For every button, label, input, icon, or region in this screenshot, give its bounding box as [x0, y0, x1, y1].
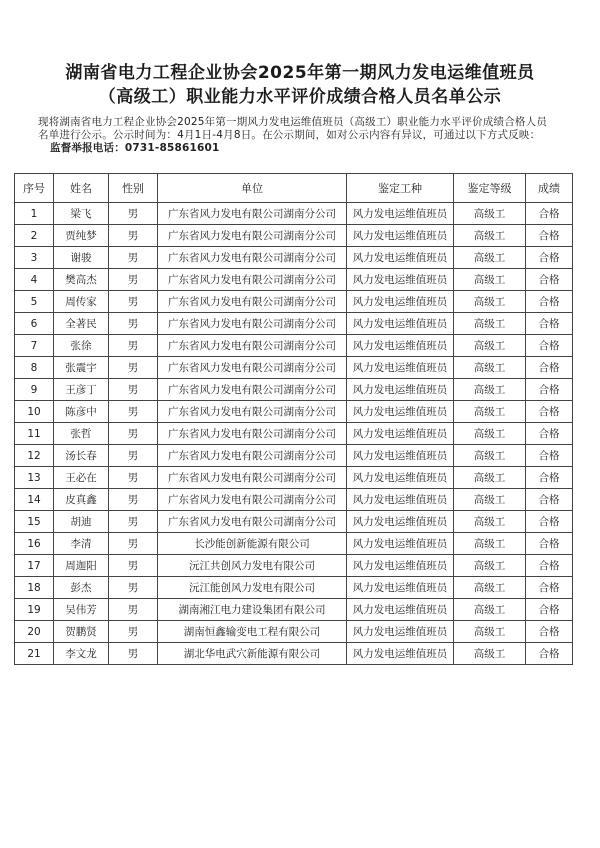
cell-result: 合格 — [526, 511, 573, 533]
cell-index: 4 — [15, 269, 54, 291]
document-title-line1: 湖南省电力工程企业协会2025年第一期风力发电运维值班员 — [65, 63, 535, 83]
cell-index: 3 — [15, 247, 54, 269]
cell-job-type: 风力发电运维值班员 — [347, 225, 454, 247]
cell-job-type: 风力发电运维值班员 — [347, 511, 454, 533]
cell-level: 高级工 — [454, 379, 526, 401]
cell-employer: 广东省风力发电有限公司湖南分公司 — [158, 357, 347, 379]
table-body — [15, 203, 573, 665]
cell-employer: 湖南恒鑫输变电工程有限公司 — [158, 621, 347, 643]
table-row — [15, 423, 573, 445]
cell-gender: 男 — [109, 203, 158, 225]
cell-level: 高级工 — [454, 599, 526, 621]
cell-result: 合格 — [526, 555, 573, 577]
cell-level: 高级工 — [454, 335, 526, 357]
cell-gender: 男 — [109, 379, 158, 401]
cell-employer: 湖南湘江电力建设集团有限公司 — [158, 599, 347, 621]
cell-employer: 沅江能创风力发电有限公司 — [158, 577, 347, 599]
cell-employer: 广东省风力发电有限公司湖南分公司 — [158, 247, 347, 269]
cell-level: 高级工 — [454, 401, 526, 423]
cell-employer: 广东省风力发电有限公司湖南分公司 — [158, 291, 347, 313]
cell-employer: 广东省风力发电有限公司湖南分公司 — [158, 313, 347, 335]
table-row — [15, 621, 573, 643]
cell-gender: 男 — [109, 511, 158, 533]
cell-index: 2 — [15, 225, 54, 247]
cell-gender: 男 — [109, 445, 158, 467]
cell-result: 合格 — [526, 423, 573, 445]
cell-result: 合格 — [526, 203, 573, 225]
cell-name: 樊高杰 — [54, 269, 109, 291]
cell-name: 胡迪 — [54, 511, 109, 533]
table-row — [15, 445, 573, 467]
header-employer: 单位 — [158, 174, 347, 203]
cell-result: 合格 — [526, 335, 573, 357]
cell-name: 周传家 — [54, 291, 109, 313]
cell-employer: 广东省风力发电有限公司湖南分公司 — [158, 423, 347, 445]
table-row — [15, 247, 573, 269]
cell-level: 高级工 — [454, 511, 526, 533]
cell-name: 周迦阳 — [54, 555, 109, 577]
cell-name: 张哲 — [54, 423, 109, 445]
cell-gender: 男 — [109, 291, 158, 313]
table-row — [15, 291, 573, 313]
cell-gender: 男 — [109, 467, 158, 489]
cell-employer: 广东省风力发电有限公司湖南分公司 — [158, 489, 347, 511]
table-row — [15, 335, 573, 357]
cell-name: 彭杰 — [54, 577, 109, 599]
cell-index: 9 — [15, 379, 54, 401]
cell-name: 王彦丁 — [54, 379, 109, 401]
cell-name: 张徐 — [54, 335, 109, 357]
cell-index: 17 — [15, 555, 54, 577]
cell-job-type: 风力发电运维值班员 — [347, 379, 454, 401]
table-header-row — [15, 174, 573, 203]
cell-gender: 男 — [109, 555, 158, 577]
table-row — [15, 599, 573, 621]
cell-employer: 广东省风力发电有限公司湖南分公司 — [158, 269, 347, 291]
cell-employer: 广东省风力发电有限公司湖南分公司 — [158, 379, 347, 401]
cell-level: 高级工 — [454, 225, 526, 247]
cell-gender: 男 — [109, 577, 158, 599]
cell-index: 6 — [15, 313, 54, 335]
cell-level: 高级工 — [454, 621, 526, 643]
cell-gender: 男 — [109, 335, 158, 357]
cell-job-type: 风力发电运维值班员 — [347, 445, 454, 467]
cell-index: 16 — [15, 533, 54, 555]
cell-index: 5 — [15, 291, 54, 313]
cell-result: 合格 — [526, 643, 573, 665]
cell-result: 合格 — [526, 379, 573, 401]
table-row — [15, 577, 573, 599]
cell-name: 吴伟芳 — [54, 599, 109, 621]
cell-result: 合格 — [526, 357, 573, 379]
cell-gender: 男 — [109, 401, 158, 423]
cell-name: 贾纯梦 — [54, 225, 109, 247]
cell-name: 汤长春 — [54, 445, 109, 467]
cell-result: 合格 — [526, 225, 573, 247]
cell-name: 谢骏 — [54, 247, 109, 269]
cell-gender: 男 — [109, 621, 158, 643]
table-row — [15, 533, 573, 555]
cell-level: 高级工 — [454, 247, 526, 269]
cell-job-type: 风力发电运维值班员 — [347, 643, 454, 665]
cell-index: 8 — [15, 357, 54, 379]
cell-employer: 广东省风力发电有限公司湖南分公司 — [158, 511, 347, 533]
cell-employer: 沅江共创风力发电有限公司 — [158, 555, 347, 577]
cell-result: 合格 — [526, 313, 573, 335]
cell-gender: 男 — [109, 269, 158, 291]
table-row — [15, 511, 573, 533]
cell-result: 合格 — [526, 467, 573, 489]
header-gender: 性别 — [109, 174, 158, 203]
cell-gender: 男 — [109, 357, 158, 379]
cell-index: 21 — [15, 643, 54, 665]
table-row — [15, 225, 573, 247]
table-row — [15, 203, 573, 225]
cell-job-type: 风力发电运维值班员 — [347, 621, 454, 643]
cell-index: 20 — [15, 621, 54, 643]
cell-job-type: 风力发电运维值班员 — [347, 599, 454, 621]
table-row — [15, 643, 573, 665]
qualified-personnel-table — [14, 173, 573, 665]
cell-result: 合格 — [526, 401, 573, 423]
cell-result: 合格 — [526, 445, 573, 467]
cell-level: 高级工 — [454, 555, 526, 577]
table-row — [15, 401, 573, 423]
cell-name: 梁飞 — [54, 203, 109, 225]
cell-job-type: 风力发电运维值班员 — [347, 467, 454, 489]
cell-level: 高级工 — [454, 489, 526, 511]
table-row — [15, 357, 573, 379]
cell-result: 合格 — [526, 247, 573, 269]
cell-job-type: 风力发电运维值班员 — [347, 269, 454, 291]
cell-gender: 男 — [109, 643, 158, 665]
header-result: 成绩 — [526, 174, 573, 203]
cell-level: 高级工 — [454, 203, 526, 225]
header-level: 鉴定等级 — [454, 174, 526, 203]
cell-gender: 男 — [109, 533, 158, 555]
cell-index: 19 — [15, 599, 54, 621]
cell-job-type: 风力发电运维值班员 — [347, 357, 454, 379]
cell-gender: 男 — [109, 313, 158, 335]
document-title-line2: （高级工）职业能力水平评价成绩合格人员名单公示 — [98, 87, 502, 107]
cell-employer: 湖北华电武穴新能源有限公司 — [158, 643, 347, 665]
cell-employer: 广东省风力发电有限公司湖南分公司 — [158, 335, 347, 357]
cell-level: 高级工 — [454, 313, 526, 335]
cell-gender: 男 — [109, 423, 158, 445]
complaint-phone: 监督举报电话：0731-85861601 — [50, 142, 220, 154]
cell-gender: 男 — [109, 489, 158, 511]
cell-index: 15 — [15, 511, 54, 533]
cell-index: 13 — [15, 467, 54, 489]
cell-employer: 广东省风力发电有限公司湖南分公司 — [158, 203, 347, 225]
cell-job-type: 风力发电运维值班员 — [347, 533, 454, 555]
cell-level: 高级工 — [454, 269, 526, 291]
cell-level: 高级工 — [454, 445, 526, 467]
cell-level: 高级工 — [454, 423, 526, 445]
table-row — [15, 269, 573, 291]
cell-employer: 广东省风力发电有限公司湖南分公司 — [158, 225, 347, 247]
cell-index: 1 — [15, 203, 54, 225]
cell-level: 高级工 — [454, 533, 526, 555]
cell-job-type: 风力发电运维值班员 — [347, 203, 454, 225]
table-row — [15, 313, 573, 335]
cell-employer: 广东省风力发电有限公司湖南分公司 — [158, 401, 347, 423]
cell-result: 合格 — [526, 599, 573, 621]
cell-index: 12 — [15, 445, 54, 467]
cell-job-type: 风力发电运维值班员 — [347, 291, 454, 313]
cell-result: 合格 — [526, 269, 573, 291]
table-row — [15, 555, 573, 577]
header-index: 序号 — [15, 174, 54, 203]
intro-line1: 现将湖南省电力工程企业协会2025年第一期风力发电运维值班员（高级工）职业能力水平评价成绩合格人员 — [38, 116, 548, 128]
cell-name: 全著民 — [54, 313, 109, 335]
cell-index: 11 — [15, 423, 54, 445]
cell-result: 合格 — [526, 533, 573, 555]
cell-employer: 广东省风力发电有限公司湖南分公司 — [158, 445, 347, 467]
cell-job-type: 风力发电运维值班员 — [347, 577, 454, 599]
cell-index: 7 — [15, 335, 54, 357]
intro-paragraph — [38, 116, 568, 155]
table-row — [15, 379, 573, 401]
cell-level: 高级工 — [454, 291, 526, 313]
cell-name: 陈彦中 — [54, 401, 109, 423]
header-job-type: 鉴定工种 — [347, 174, 454, 203]
cell-result: 合格 — [526, 291, 573, 313]
intro-line2: 名单进行公示。公示时间为：4月1日-4月8日。在公示期间，如对公示内容有异议，可通过以下方式反映： — [38, 129, 541, 141]
cell-name: 皮真鑫 — [54, 489, 109, 511]
cell-gender: 男 — [109, 225, 158, 247]
cell-gender: 男 — [109, 599, 158, 621]
cell-result: 合格 — [526, 489, 573, 511]
cell-employer: 广东省风力发电有限公司湖南分公司 — [158, 467, 347, 489]
cell-name: 张震宇 — [54, 357, 109, 379]
cell-job-type: 风力发电运维值班员 — [347, 489, 454, 511]
cell-name: 李清 — [54, 533, 109, 555]
cell-job-type: 风力发电运维值班员 — [347, 335, 454, 357]
table-row — [15, 489, 573, 511]
cell-gender: 男 — [109, 247, 158, 269]
cell-level: 高级工 — [454, 643, 526, 665]
cell-name: 王必在 — [54, 467, 109, 489]
table-row — [15, 467, 573, 489]
cell-index: 18 — [15, 577, 54, 599]
cell-employer: 长沙能创新能源有限公司 — [158, 533, 347, 555]
cell-job-type: 风力发电运维值班员 — [347, 313, 454, 335]
cell-result: 合格 — [526, 577, 573, 599]
cell-job-type: 风力发电运维值班员 — [347, 401, 454, 423]
cell-index: 10 — [15, 401, 54, 423]
cell-name: 李文龙 — [54, 643, 109, 665]
cell-result: 合格 — [526, 621, 573, 643]
cell-level: 高级工 — [454, 467, 526, 489]
cell-level: 高级工 — [454, 577, 526, 599]
cell-name: 贺鹏贤 — [54, 621, 109, 643]
cell-index: 14 — [15, 489, 54, 511]
cell-job-type: 风力发电运维值班员 — [347, 423, 454, 445]
header-name: 姓名 — [54, 174, 109, 203]
cell-job-type: 风力发电运维值班员 — [347, 247, 454, 269]
cell-level: 高级工 — [454, 357, 526, 379]
cell-job-type: 风力发电运维值班员 — [347, 555, 454, 577]
